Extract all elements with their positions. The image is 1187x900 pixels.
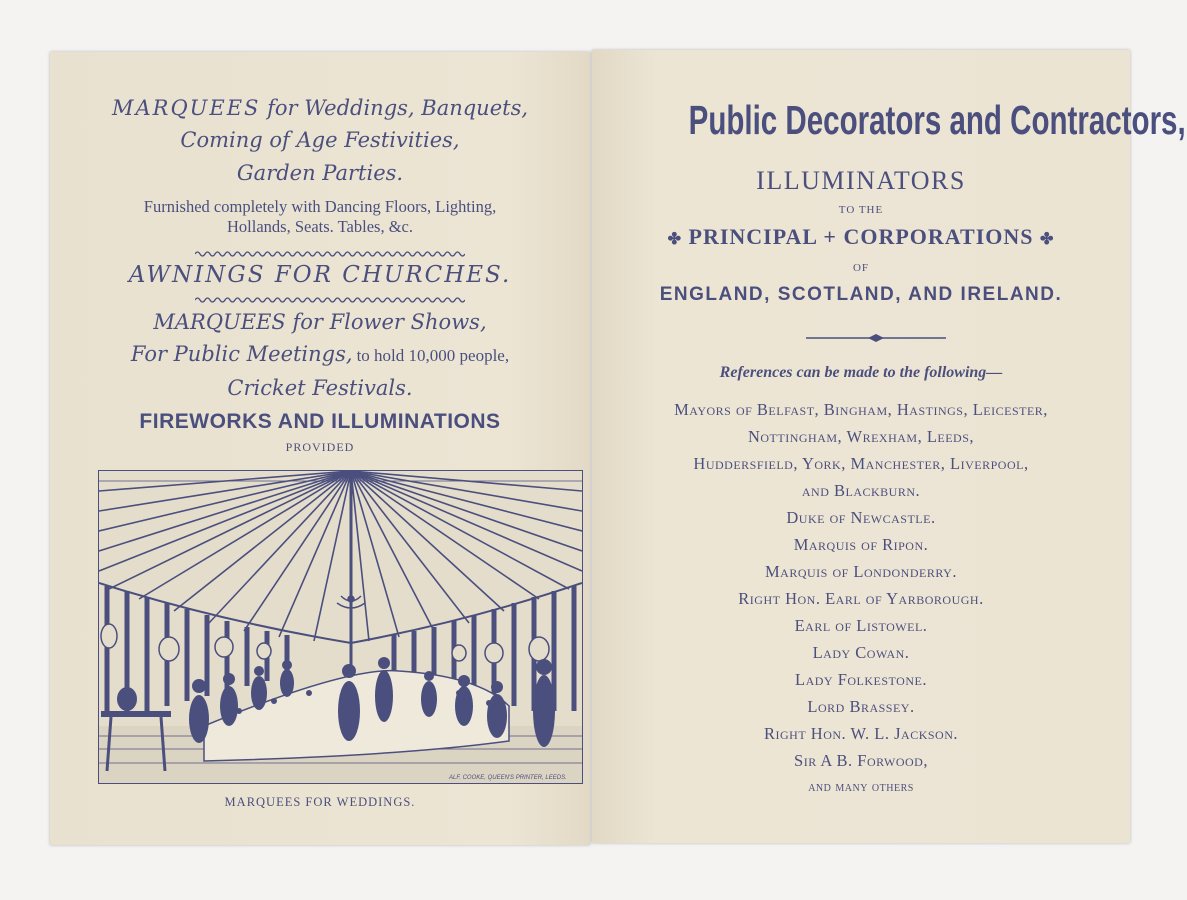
tent-interior-illustration xyxy=(99,471,582,783)
principal-word: PRINCIPAL xyxy=(688,224,817,249)
reference-line: Duke of Newcastle. xyxy=(786,508,936,527)
reference-line: and Blackburn. xyxy=(801,481,921,500)
flower-shows-line: MARQUEES for Flower Shows, xyxy=(153,310,487,334)
coming-of-age-line: Coming of Age Festivities, xyxy=(180,128,460,152)
of-label: OF xyxy=(852,262,870,274)
wavy-rule-bottom xyxy=(195,296,465,304)
wavy-rule-top xyxy=(195,250,465,258)
headline-text: Public Decorators and Contractors, xyxy=(688,97,1186,143)
reference-line: Huddersfield, York, Manchester, Liverpool, xyxy=(693,454,1029,473)
reference-line: Earl of Listowel. xyxy=(794,616,928,635)
corporations-word: CORPORATIONS xyxy=(843,224,1034,249)
public-meetings-line xyxy=(50,342,590,366)
reference-line: Right Hon. W. L. Jackson. xyxy=(763,724,958,743)
divider-rule-icon xyxy=(806,332,946,344)
furnished-line-2: Hollands, Seats. Tables, &c. xyxy=(227,217,413,236)
marquees-weddings-line xyxy=(50,96,590,120)
reference-line: Marquis of Ripon. xyxy=(793,535,929,554)
reference-line: Lady Cowan. xyxy=(812,643,910,662)
right-page xyxy=(592,50,1186,843)
reference-line: Lady Folkestone. xyxy=(795,670,927,689)
garden-parties-line: Garden Parties. xyxy=(236,161,404,185)
reference-line: Nottingham, Wrexham, Leeds, xyxy=(747,427,975,446)
plus-glyph: + xyxy=(823,224,837,249)
public-meetings-script: For Public Meetings, xyxy=(130,342,353,366)
engraving-caption: MARQUEES FOR WEDDINGS. xyxy=(224,795,416,809)
awnings-for-churches: AWNINGS FOR CHURCHES. xyxy=(128,262,512,288)
headline xyxy=(592,96,1186,144)
principal-corporations-line xyxy=(592,224,1130,250)
fleuron-right-icon: ✤ xyxy=(1040,231,1055,248)
furnished-line-1: Furnished completely with Dancing Floors, Lighting, xyxy=(143,197,497,216)
cricket-festivals-line: Cricket Festivals. xyxy=(227,376,413,400)
countries-line: ENGLAND, SCOTLAND, AND IRELAND. xyxy=(659,284,1063,305)
reference-line: Sir A B. Forwood, xyxy=(794,751,928,770)
illuminators-heading: ILLUMINATORS xyxy=(756,166,966,195)
reference-line: Lord Brassey. xyxy=(807,697,915,716)
weddings-banquets-text: Weddings, Banquets, xyxy=(304,96,529,120)
left-page xyxy=(50,52,590,845)
fireworks-line: FIREWORKS AND ILLUMINATIONS xyxy=(139,410,501,433)
public-meetings-capacity: to hold 10,000 people, xyxy=(356,346,510,365)
for-word: for xyxy=(267,96,298,120)
provided-label: PROVIDED xyxy=(285,440,355,454)
marquee-wedding-engraving xyxy=(98,470,583,784)
engraver-credit: ALF. COOKE, QUEEN'S PRINTER, LEEDS. xyxy=(449,775,567,781)
to-the-label: TO THE xyxy=(838,204,884,216)
reference-line: and many others xyxy=(808,780,914,795)
reference-line: Marquis of Londonderry. xyxy=(765,562,957,581)
reference-line: Right Hon. Earl of Yarborough. xyxy=(738,589,984,608)
marquees-word: MARQUEES xyxy=(111,96,261,120)
reference-line: Mayors of Belfast, Bingham, Hastings, Leicester, xyxy=(674,400,1048,419)
references-intro: References can be made to the following— xyxy=(719,364,1003,381)
fleuron-left-icon: ✤ xyxy=(667,231,682,248)
